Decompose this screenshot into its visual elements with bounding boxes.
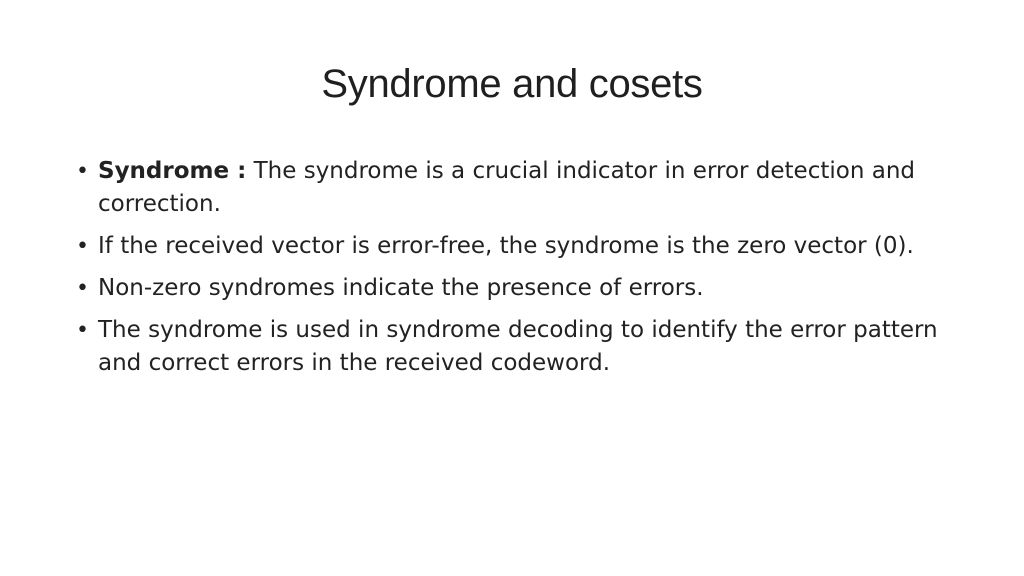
- bullet-item: [74, 230, 954, 263]
- slide-title: Syndrome and cosets: [321, 62, 703, 106]
- bullet-text: The syndrome is a crucial indicator in error detection and correction.: [98, 158, 915, 217]
- bullet-item: [74, 314, 954, 380]
- bullet-dot-icon: •: [76, 234, 89, 259]
- bullet-text: If the received vector is error-free, the syndrome is the zero vector (0).: [98, 233, 914, 259]
- bullet-list: [74, 155, 954, 389]
- bullet-dot-icon: •: [76, 276, 89, 301]
- bullet-dot-icon: •: [76, 159, 89, 184]
- bullet-dot-icon: •: [76, 318, 89, 343]
- bullet-term: Syndrome :: [98, 158, 247, 184]
- bullet-item: [74, 155, 954, 221]
- bullet-item: [74, 272, 954, 305]
- bullet-text: Non-zero syndromes indicate the presence of errors.: [98, 275, 704, 301]
- bullet-text: The syndrome is used in syndrome decoding to identify the error pattern and correct errors in the received codeword.: [98, 317, 938, 376]
